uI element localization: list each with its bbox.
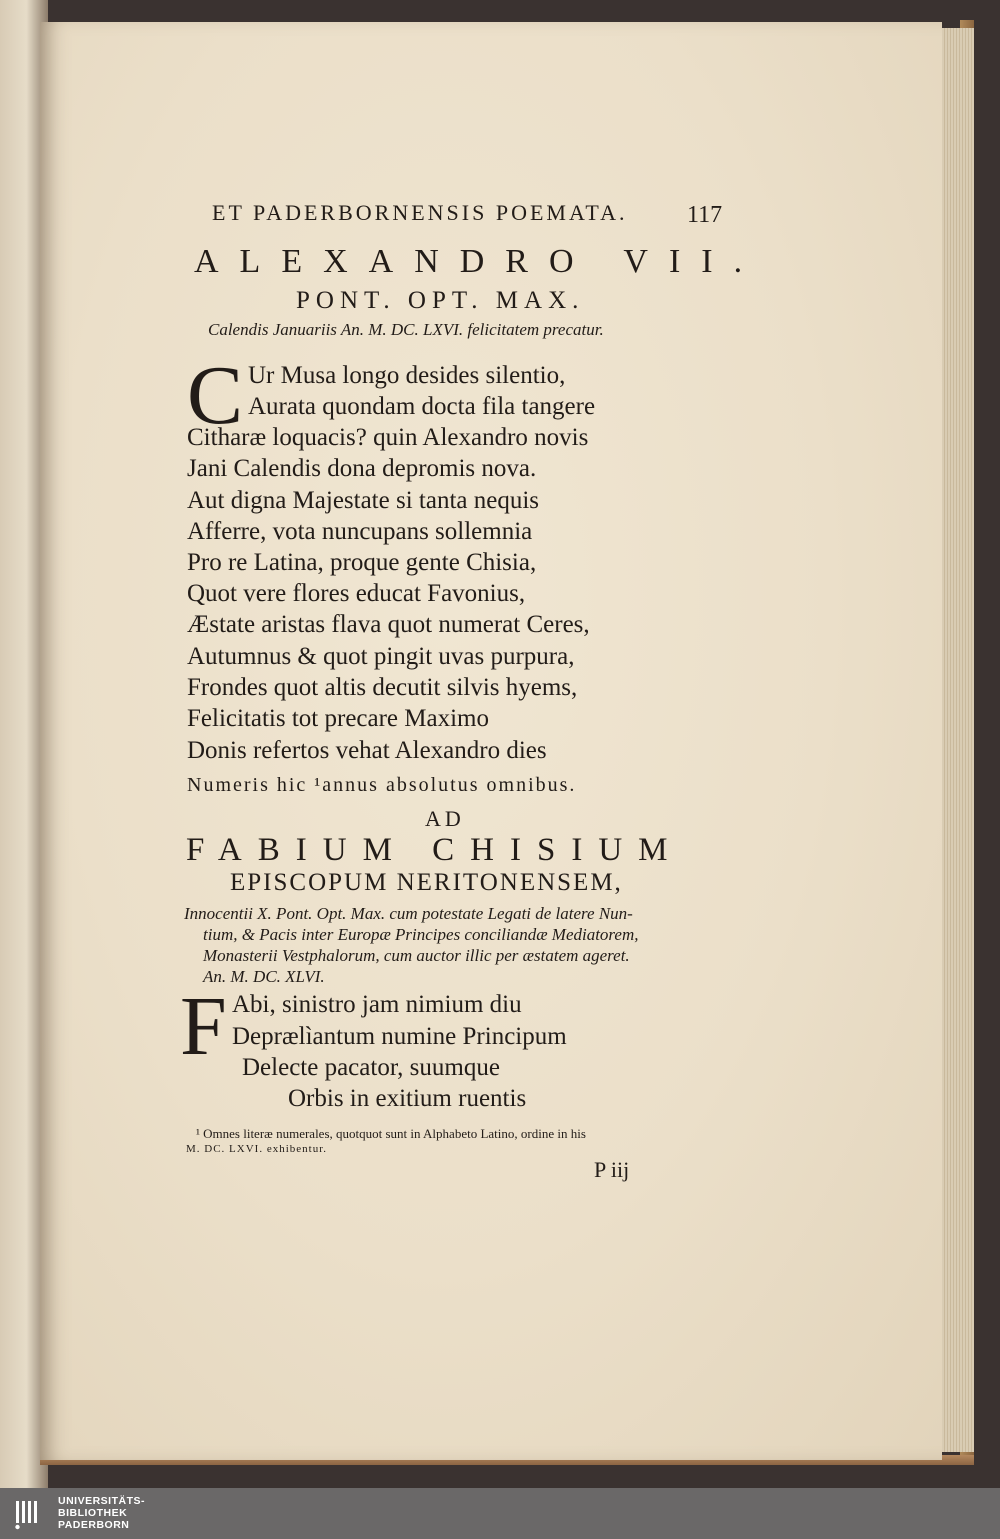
poem1-line: Frondes quot altis decutit silvis hyems, xyxy=(187,674,578,701)
page-number: 117 xyxy=(687,202,723,228)
poem1-title-line2: PONT. OPT. MAX. xyxy=(296,287,585,314)
poem2-dedication-line: tium, & Pacis inter Europæ Principes conciliandæ Mediatorem, xyxy=(203,925,639,944)
poem1-line: Donis refertos vehat Alexandro dies xyxy=(187,737,547,764)
poem2-line: Deprælìantum numine Principum xyxy=(232,1023,567,1050)
poem1-line: Aut digna Majestate si tanta nequis xyxy=(187,487,540,514)
library-name-line: UNIVERSITÄTS- xyxy=(58,1495,146,1507)
poem2-line: Orbis in exitium ruentis xyxy=(288,1085,527,1112)
poem2-dedication-line: An. M. DC. XLVI. xyxy=(203,967,325,986)
library-footer xyxy=(0,1488,1000,1539)
poem1-line: Afferre, vota nuncupans sollemnia xyxy=(187,518,533,545)
library-name xyxy=(58,1495,145,1531)
poem1-line: Citharæ loquacis? quin Alexandro novis xyxy=(187,424,589,451)
poem1-drop-cap: C xyxy=(187,349,244,442)
poem1-final-line: Numeris hic ¹annus absolutus omnibus. xyxy=(187,774,577,796)
poem1-line: Quot vere flores educat Favonius, xyxy=(187,580,526,607)
running-head: ET PADERBORNENSIS POEMATA. xyxy=(212,200,628,225)
poem2-dedication-line: Innocentii X. Pont. Opt. Max. cum potestate Legati de latere Nun- xyxy=(184,904,633,923)
poem1-line: Pro re Latina, proque gente Chisia, xyxy=(187,549,537,576)
poem2-line: Abi, sinistro jam nimium diu xyxy=(232,991,522,1018)
poem2-title: FABIUM CHISIUM xyxy=(186,832,684,868)
library-name-line: PADERBORN xyxy=(58,1519,130,1531)
footnote-line: M. DC. LXVI. exhibentur. xyxy=(186,1143,328,1155)
poem1-line: Ur Musa longo desides silentio, xyxy=(248,362,566,389)
poem1-title: ALEXANDRO VII. xyxy=(194,243,764,280)
poem2-drop-cap: F xyxy=(180,980,227,1073)
printer-signature: P iij xyxy=(594,1157,630,1182)
poem2-dedication-line: Monasterii Vestphalorum, cum auctor illic per æstatem ageret. xyxy=(203,946,630,965)
poem1-line: Aurata quondam docta fila tangere xyxy=(248,393,596,420)
poem1-line: Felicitatis tot precare Maximo xyxy=(187,705,489,732)
poem2-title-line2: EPISCOPUM NERITONENSEM, xyxy=(230,869,623,896)
footnote-line: ¹ Omnes literæ numerales, quotquot sunt in Alphabeto Latino, ordine in his xyxy=(196,1126,586,1141)
poem1-line: Æstate aristas flava quot numerat Ceres, xyxy=(187,611,590,638)
library-name-line: BIBLIOTHEK xyxy=(58,1507,128,1519)
poem2-ad: AD xyxy=(425,806,465,831)
poem1-subtitle: Calendis Januariis An. M. DC. LXVI. felicitatem precatur. xyxy=(208,320,604,339)
poem2-line: Delecte pacator, suumque xyxy=(242,1054,500,1081)
poem1-line: Jani Calendis dona depromis nova. xyxy=(187,455,537,482)
poem1-line: Autumnus & quot pingit uvas purpura, xyxy=(187,643,575,670)
library-logo-icon xyxy=(14,1497,50,1531)
